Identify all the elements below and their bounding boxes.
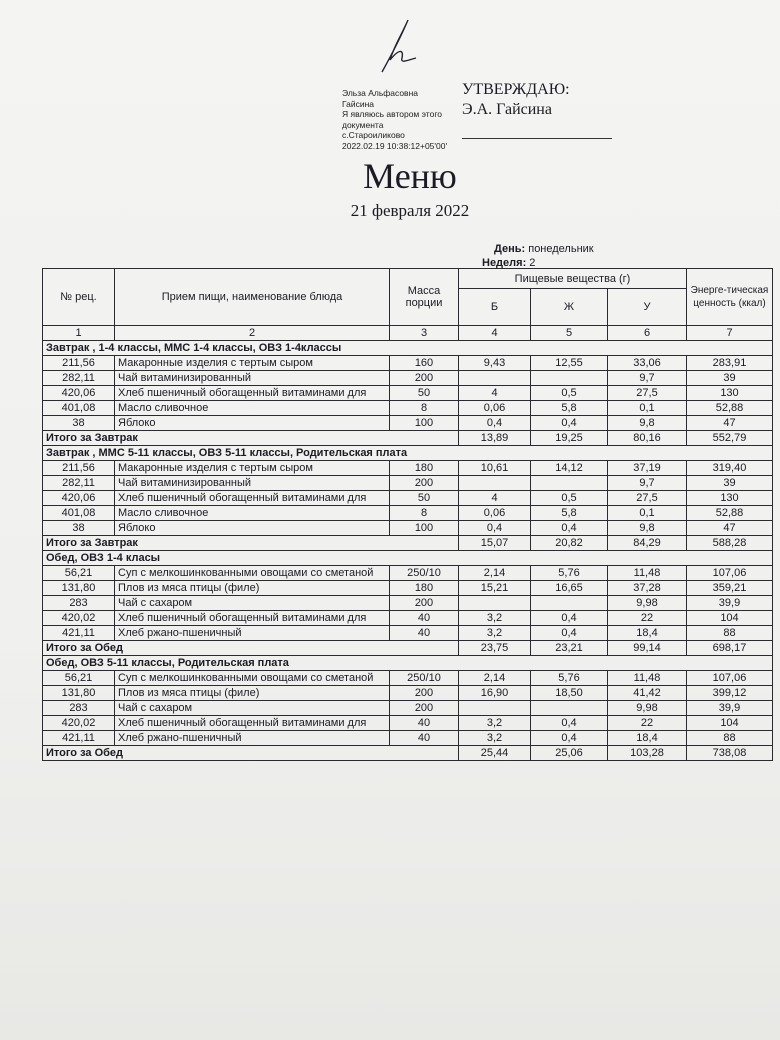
carb-cell: 33,06 <box>608 356 687 371</box>
column-number: 3 <box>390 326 459 341</box>
carb-cell: 0,1 <box>608 506 687 521</box>
total-value: 19,25 <box>531 431 608 446</box>
fat-cell: 0,4 <box>531 521 608 536</box>
mass-cell: 250/10 <box>390 566 459 581</box>
fat-cell: 0,4 <box>531 611 608 626</box>
total-label: Итого за Завтрак <box>43 536 459 551</box>
table-row <box>43 386 773 401</box>
rec-no-cell: 401,08 <box>43 401 115 416</box>
fat-cell: 16,65 <box>531 581 608 596</box>
energy-cell: 104 <box>687 716 773 731</box>
signer-role-line1: Я являюсь автором этого <box>342 109 442 119</box>
dish-name-cell: Яблоко <box>115 416 390 431</box>
energy-cell: 130 <box>687 386 773 401</box>
table-row <box>43 416 773 431</box>
dish-name-cell: Масло сливочное <box>115 401 390 416</box>
mass-cell: 200 <box>390 371 459 386</box>
protein-cell: 9,43 <box>459 356 531 371</box>
total-value: 25,44 <box>459 746 531 761</box>
rec-no-cell: 421,11 <box>43 626 115 641</box>
mass-cell: 40 <box>390 716 459 731</box>
dish-name-cell: Хлеб пшеничный обогащенный витаминами для <box>115 716 390 731</box>
total-label: Итого за Завтрак <box>43 431 459 446</box>
week-value: 2 <box>529 257 536 269</box>
protein-cell: 2,14 <box>459 671 531 686</box>
column-number-row <box>43 326 773 341</box>
protein-cell: 15,21 <box>459 581 531 596</box>
carb-cell: 11,48 <box>608 566 687 581</box>
mass-cell: 200 <box>390 701 459 716</box>
protein-cell <box>459 476 531 491</box>
carb-cell: 9,7 <box>608 371 687 386</box>
column-number: 5 <box>531 326 608 341</box>
protein-cell: 3,2 <box>459 716 531 731</box>
fat-cell <box>531 371 608 386</box>
fat-cell: 5,8 <box>531 401 608 416</box>
mass-cell: 200 <box>390 596 459 611</box>
header-mass: Масса порции <box>390 269 459 326</box>
carb-cell: 37,19 <box>608 461 687 476</box>
energy-cell: 39,9 <box>687 701 773 716</box>
table-row <box>43 581 773 596</box>
fat-cell <box>531 476 608 491</box>
dish-name-cell: Чай витаминизированный <box>115 476 390 491</box>
fat-cell <box>531 701 608 716</box>
rec-no-cell: 420,02 <box>43 716 115 731</box>
rec-no-cell: 283 <box>43 701 115 716</box>
protein-cell <box>459 701 531 716</box>
dish-name-cell: Макаронные изделия с тертым сыром <box>115 356 390 371</box>
table-row <box>43 671 773 686</box>
table-row <box>43 461 773 476</box>
table-row <box>43 686 773 701</box>
mass-cell: 50 <box>390 491 459 506</box>
week-label: Неделя: <box>482 257 527 269</box>
dish-name-cell: Суп с мелкошинкованными овощами со сметаной <box>115 671 390 686</box>
handwritten-signature <box>372 14 422 78</box>
mass-cell: 40 <box>390 626 459 641</box>
energy-cell: 283,91 <box>687 356 773 371</box>
dish-name-cell: Масло сливочное <box>115 506 390 521</box>
dish-name-cell: Яблоко <box>115 521 390 536</box>
energy-cell: 47 <box>687 521 773 536</box>
table-row <box>43 476 773 491</box>
dish-name-cell: Чай с сахаром <box>115 596 390 611</box>
rec-no-cell: 282,11 <box>43 371 115 386</box>
total-label: Итого за Обед <box>43 746 459 761</box>
table-row <box>43 506 773 521</box>
carb-cell: 9,7 <box>608 476 687 491</box>
protein-cell: 10,61 <box>459 461 531 476</box>
energy-cell: 319,40 <box>687 461 773 476</box>
fat-cell: 0,5 <box>531 386 608 401</box>
rec-no-cell: 283 <box>43 596 115 611</box>
day-line <box>494 242 594 256</box>
table-row <box>43 626 773 641</box>
carb-cell: 27,5 <box>608 386 687 401</box>
column-number: 1 <box>43 326 115 341</box>
rec-no-cell: 38 <box>43 416 115 431</box>
fat-cell: 0,5 <box>531 491 608 506</box>
protein-cell: 0,06 <box>459 401 531 416</box>
mass-cell: 40 <box>390 611 459 626</box>
header-protein: Б <box>459 289 531 326</box>
carb-cell: 37,28 <box>608 581 687 596</box>
total-value: 84,29 <box>608 536 687 551</box>
mass-cell: 160 <box>390 356 459 371</box>
header-rec-no: № рец. <box>43 269 115 326</box>
dish-name-cell: Плов из мяса птицы (филе) <box>115 581 390 596</box>
rec-no-cell: 420,06 <box>43 386 115 401</box>
section-header-row <box>43 446 773 461</box>
carb-cell: 18,4 <box>608 626 687 641</box>
section-header-row <box>43 656 773 671</box>
total-value: 25,06 <box>531 746 608 761</box>
carb-cell: 0,1 <box>608 401 687 416</box>
fat-cell <box>531 596 608 611</box>
rec-no-cell: 420,02 <box>43 611 115 626</box>
section-header-row <box>43 341 773 356</box>
protein-cell: 3,2 <box>459 731 531 746</box>
total-value: 698,17 <box>687 641 773 656</box>
day-label: День: <box>494 243 526 255</box>
carb-cell: 22 <box>608 611 687 626</box>
table-row <box>43 611 773 626</box>
section-title: Завтрак , 1-4 классы, ММС 1-4 классы, ОВЗ 1-4классы <box>43 341 773 356</box>
table-row <box>43 731 773 746</box>
approval-heading: УТВЕРЖДАЮ: <box>462 81 570 98</box>
table-row <box>43 356 773 371</box>
energy-cell: 39,9 <box>687 596 773 611</box>
rec-no-cell: 421,11 <box>43 731 115 746</box>
total-row <box>43 641 773 656</box>
mass-cell: 100 <box>390 521 459 536</box>
protein-cell <box>459 371 531 386</box>
dish-name-cell: Суп с мелкошинкованными овощами со сметаной <box>115 566 390 581</box>
protein-cell: 4 <box>459 491 531 506</box>
rec-no-cell: 401,08 <box>43 506 115 521</box>
total-row <box>43 746 773 761</box>
dish-name-cell: Хлеб пшеничный обогащенный витаминами для <box>115 386 390 401</box>
total-value: 23,75 <box>459 641 531 656</box>
menu-table <box>42 268 773 761</box>
day-value: понедельник <box>528 243 594 255</box>
section-title: Завтрак , ММС 5-11 классы, ОВЗ 5-11 классы, Родительская плата <box>43 446 773 461</box>
total-value: 23,21 <box>531 641 608 656</box>
approval-signature-line <box>462 138 612 139</box>
signer-name-line1: Эльза Альфасовна <box>342 88 418 98</box>
protein-cell: 0,06 <box>459 506 531 521</box>
protein-cell: 3,2 <box>459 611 531 626</box>
table-row <box>43 701 773 716</box>
rec-no-cell: 38 <box>43 521 115 536</box>
total-value: 738,08 <box>687 746 773 761</box>
column-number: 7 <box>687 326 773 341</box>
fat-cell: 18,50 <box>531 686 608 701</box>
digital-signature-stamp <box>342 88 462 151</box>
mass-cell: 50 <box>390 386 459 401</box>
fat-cell: 0,4 <box>531 626 608 641</box>
carb-cell: 9,98 <box>608 596 687 611</box>
header-nutrients: Пищевые вещества (г) <box>459 269 687 289</box>
table-row <box>43 566 773 581</box>
section-title: Обед, ОВЗ 1-4 класы <box>43 551 773 566</box>
carb-cell: 9,98 <box>608 701 687 716</box>
column-number: 6 <box>608 326 687 341</box>
mass-cell: 200 <box>390 476 459 491</box>
table-row <box>43 521 773 536</box>
energy-cell: 88 <box>687 731 773 746</box>
header-dish: Прием пищи, наименование блюда <box>115 269 390 326</box>
mass-cell: 40 <box>390 731 459 746</box>
total-value: 80,16 <box>608 431 687 446</box>
table-row <box>43 401 773 416</box>
energy-cell: 359,21 <box>687 581 773 596</box>
total-label: Итого за Обед <box>43 641 459 656</box>
rec-no-cell: 282,11 <box>43 476 115 491</box>
mass-cell: 100 <box>390 416 459 431</box>
signer-name-line2: Гайсина <box>342 98 375 109</box>
header-carb: У <box>608 289 687 326</box>
table-row <box>43 596 773 611</box>
header-energy: Энерге-тическая ценность (ккал) <box>687 269 773 326</box>
total-row <box>43 431 773 446</box>
dish-name-cell: Чай витаминизированный <box>115 371 390 386</box>
total-value: 13,89 <box>459 431 531 446</box>
dish-name-cell: Хлеб ржано-пшеничный <box>115 731 390 746</box>
energy-cell: 47 <box>687 416 773 431</box>
rec-no-cell: 56,21 <box>43 671 115 686</box>
protein-cell: 16,90 <box>459 686 531 701</box>
table-row <box>43 371 773 386</box>
approval-name: Э.А. Гайсина <box>462 101 552 118</box>
mass-cell: 8 <box>390 506 459 521</box>
fat-cell: 14,12 <box>531 461 608 476</box>
total-value: 15,07 <box>459 536 531 551</box>
energy-cell: 130 <box>687 491 773 506</box>
section-title: Обед, ОВЗ 5-11 классы, Родительская плата <box>43 656 773 671</box>
energy-cell: 88 <box>687 626 773 641</box>
carb-cell: 9,8 <box>608 416 687 431</box>
rec-no-cell: 131,80 <box>43 686 115 701</box>
total-value: 99,14 <box>608 641 687 656</box>
total-value: 103,28 <box>608 746 687 761</box>
table-row <box>43 716 773 731</box>
dish-name-cell: Хлеб пшеничный обогащенный витаминами для <box>115 611 390 626</box>
mass-cell: 8 <box>390 401 459 416</box>
dish-name-cell: Хлеб ржано-пшеничный <box>115 626 390 641</box>
carb-cell: 9,8 <box>608 521 687 536</box>
energy-cell: 104 <box>687 611 773 626</box>
rec-no-cell: 420,06 <box>43 491 115 506</box>
total-value: 20,82 <box>531 536 608 551</box>
section-header-row <box>43 551 773 566</box>
energy-cell: 39 <box>687 476 773 491</box>
total-value: 588,28 <box>687 536 773 551</box>
dish-name-cell: Плов из мяса птицы (филе) <box>115 686 390 701</box>
mass-cell: 250/10 <box>390 671 459 686</box>
carb-cell: 41,42 <box>608 686 687 701</box>
protein-cell <box>459 596 531 611</box>
fat-cell: 0,4 <box>531 416 608 431</box>
rec-no-cell: 131,80 <box>43 581 115 596</box>
carb-cell: 18,4 <box>608 731 687 746</box>
protein-cell: 4 <box>459 386 531 401</box>
signer-role-line2: документа <box>342 119 384 130</box>
signer-location: с.Староиликово <box>342 130 405 140</box>
total-value: 552,79 <box>687 431 773 446</box>
rec-no-cell: 211,56 <box>43 461 115 476</box>
protein-cell: 0,4 <box>459 521 531 536</box>
signer-timestamp: 2022.02.19 10:38:12+05'00' <box>342 140 448 151</box>
mass-cell: 180 <box>390 581 459 596</box>
approval-block <box>462 80 570 120</box>
dish-name-cell: Макаронные изделия с тертым сыром <box>115 461 390 476</box>
energy-cell: 52,88 <box>687 506 773 521</box>
carb-cell: 11,48 <box>608 671 687 686</box>
protein-cell: 3,2 <box>459 626 531 641</box>
carb-cell: 22 <box>608 716 687 731</box>
fat-cell: 5,76 <box>531 671 608 686</box>
fat-cell: 12,55 <box>531 356 608 371</box>
column-number: 4 <box>459 326 531 341</box>
carb-cell: 27,5 <box>608 491 687 506</box>
total-row <box>43 536 773 551</box>
menu-date: 21 февраля 2022 <box>350 201 470 220</box>
table-header-row-1 <box>43 269 773 289</box>
rec-no-cell: 211,56 <box>43 356 115 371</box>
energy-cell: 52,88 <box>687 401 773 416</box>
table-row <box>43 491 773 506</box>
fat-cell: 0,4 <box>531 716 608 731</box>
fat-cell: 0,4 <box>531 731 608 746</box>
fat-cell: 5,76 <box>531 566 608 581</box>
energy-cell: 39 <box>687 371 773 386</box>
fat-cell: 5,8 <box>531 506 608 521</box>
header-fat: Ж <box>531 289 608 326</box>
mass-cell: 180 <box>390 461 459 476</box>
protein-cell: 0,4 <box>459 416 531 431</box>
protein-cell: 2,14 <box>459 566 531 581</box>
dish-name-cell: Хлеб пшеничный обогащенный витаминами для <box>115 491 390 506</box>
energy-cell: 107,06 <box>687 566 773 581</box>
energy-cell: 399,12 <box>687 686 773 701</box>
rec-no-cell: 56,21 <box>43 566 115 581</box>
energy-cell: 107,06 <box>687 671 773 686</box>
mass-cell: 200 <box>390 686 459 701</box>
dish-name-cell: Чай с сахаром <box>115 701 390 716</box>
page-title: Меню <box>363 156 457 196</box>
column-number: 2 <box>115 326 390 341</box>
